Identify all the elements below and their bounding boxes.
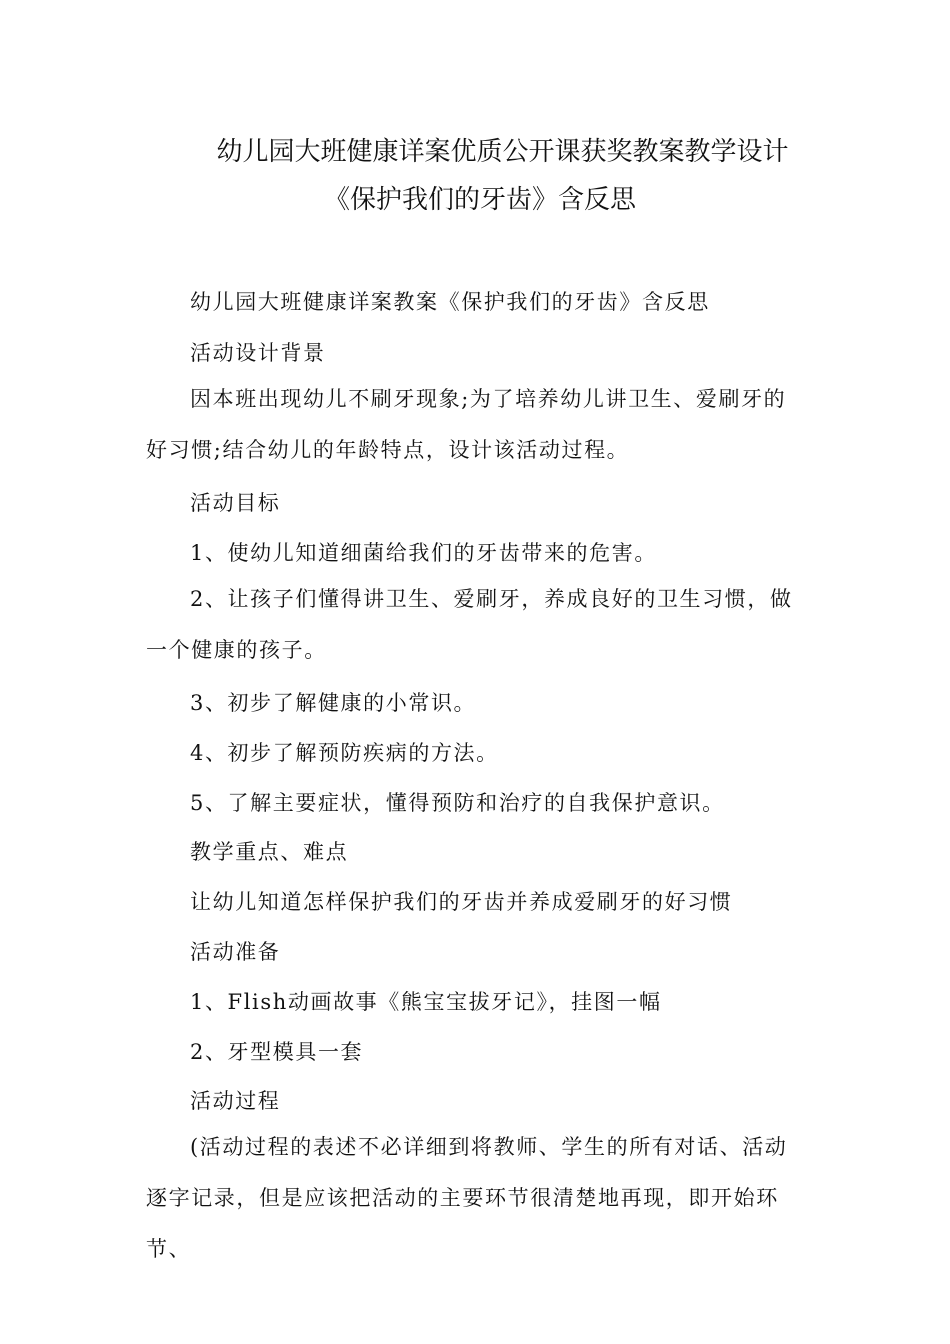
goal-item-2: 2、让孩子们懂得讲卫生、爱刷牙，养成良好的卫生习惯，做一个健康的孩子。	[146, 587, 793, 662]
goal-item-4: 4、初步了解预防疾病的方法。	[190, 741, 499, 765]
heading-key-points: 教学重点、难点	[190, 840, 349, 864]
goal-item-3: 3、初步了解健康的小常识。	[190, 691, 477, 715]
paragraph-process-note: (活动过程的表述不必详细到将教师、学生的所有对话、活动逐字记录，但是应该把活动的主要环节很清楚地再现，即开始环节、	[146, 1135, 788, 1261]
goal-item-5: 5、了解主要症状，懂得预防和治疗的自我保护意识。	[190, 791, 725, 815]
heading-preparation: 活动准备	[190, 940, 281, 964]
document-title-line-1: 幼儿园大班健康详案优质公开课获奖教案教学设计	[216, 137, 789, 167]
heading-activity-process: 活动过程	[190, 1089, 281, 1113]
preparation-item-1: 1、Flish动画故事《熊宝宝拔牙记》，挂图一幅	[190, 990, 662, 1014]
goal-item-1: 1、使幼儿知道细菌给我们的牙齿带来的危害。	[190, 541, 657, 565]
paragraph-key-points: 让幼儿知道怎样保护我们的牙齿并养成爱刷牙的好习惯	[190, 890, 733, 914]
document-title-line-2: 《保护我们的牙齿》含反思	[323, 185, 636, 215]
paragraph-background: 因本班出现幼儿不刷牙现象;为了培养幼儿讲卫生、爱刷牙的好习惯;结合幼儿的年龄特点，设计该活动过程。	[146, 387, 787, 462]
preparation-item-2: 2、牙型模具一套	[190, 1040, 364, 1064]
paragraph-lesson-title: 幼儿园大班健康详案教案《保护我们的牙齿》含反思	[190, 290, 710, 314]
heading-activity-goals: 活动目标	[190, 491, 281, 515]
heading-design-background: 活动设计背景	[190, 341, 326, 365]
